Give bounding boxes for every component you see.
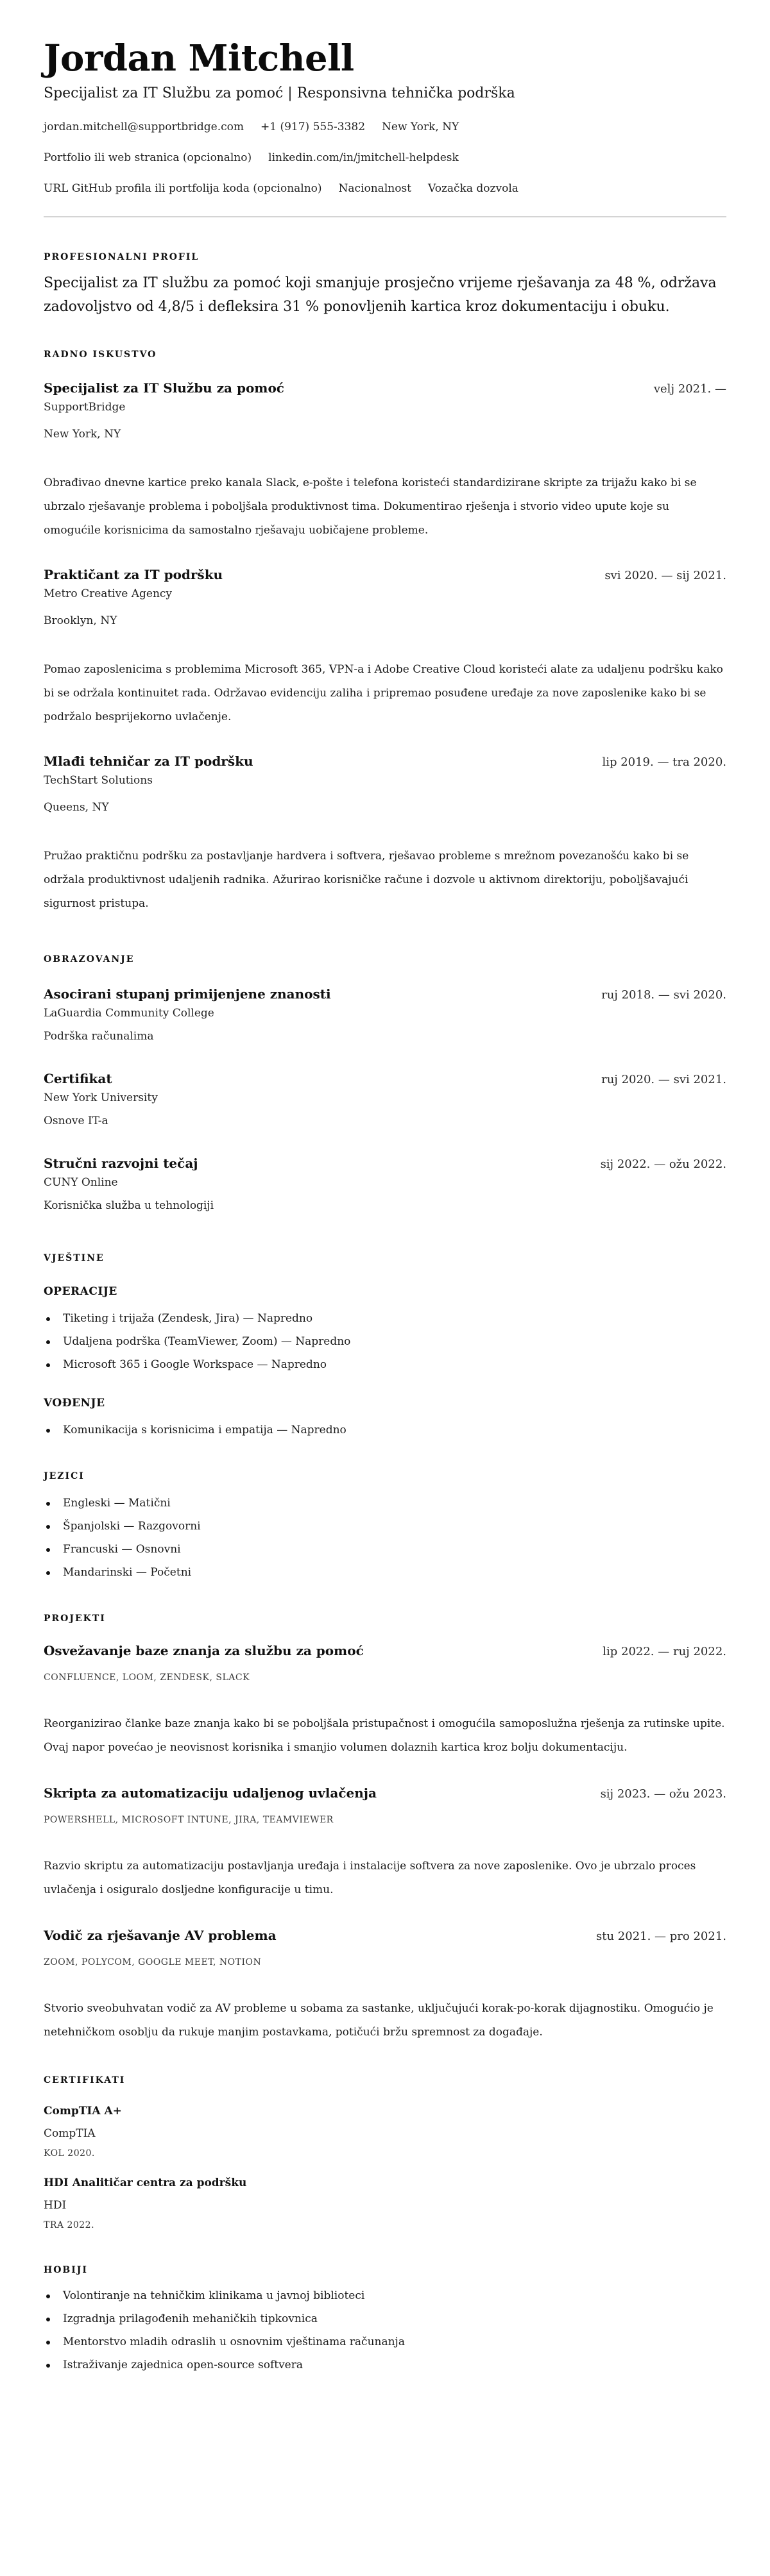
- certification-issuer: CompTIA: [44, 2127, 96, 2140]
- language-list: [44, 1492, 726, 1584]
- project-entry: [44, 1926, 726, 2044]
- section-title-hobbies: HOBIJI: [44, 2265, 88, 2275]
- certification-date: KOL 2020.: [44, 2148, 95, 2159]
- education-entry: [44, 1070, 726, 1129]
- project-dates: stu 2021. — pro 2021.: [596, 1930, 726, 1943]
- contact-line-3: [44, 181, 726, 196]
- certification-entry: [44, 2175, 726, 2232]
- degree-title: Certifikat: [44, 1071, 112, 1086]
- hobby-item: Volontiranje na tehničkim klinikama u javnoj biblioteci: [44, 2284, 726, 2307]
- nationality: Nacionalnost: [338, 182, 411, 195]
- education-dates: sij 2022. — ožu 2022.: [600, 1158, 726, 1171]
- language-item: Engleski — Matični: [44, 1492, 726, 1515]
- company-name: SupportBridge: [44, 401, 126, 414]
- hobby-list: [44, 2284, 726, 2377]
- job-title: Mlađi tehničar za IT podršku: [44, 753, 253, 769]
- project-description: Stvorio sveobuhvatan vodič za AV probleme u sobama za sastanke, uključujući korak-po-korak dijagnostiku. Omogućio je netehničkom osoblju da rukuje manjim postavkama, potičući bržu spremnost za događaje.: [44, 2002, 714, 2039]
- school-name: LaGuardia Community College: [44, 1007, 214, 1020]
- languages-section: [44, 1470, 726, 1584]
- github-link[interactable]: URL GitHub profila ili portfolija koda (opcionalno): [44, 182, 322, 195]
- field-of-study: Podrška računalima: [44, 1030, 154, 1043]
- job-description: Pružao praktičnu podršku za postavljanje hardvera i softvera, rješavao probleme s mrežnom povezanošću kako bi se održala produktivnost udaljenih radnika. Ažurirao korisničke račune i dozvole u aktivnom direktoriju, poboljšavajući sigurnost pristupa.: [44, 850, 689, 910]
- hobbies-section: [44, 2264, 726, 2377]
- hobby-item: Istraživanje zajednica open-source softvera: [44, 2353, 726, 2377]
- skill-list: [44, 1307, 726, 1376]
- experience-entry: [44, 379, 726, 543]
- profile-section: [44, 251, 726, 319]
- skill-group-title: VOĐENJE: [44, 1397, 105, 1410]
- resume-header: [44, 36, 726, 196]
- section-title-languages: JEZICI: [44, 1471, 85, 1481]
- company-name: TechStart Solutions: [44, 774, 153, 787]
- hobby-item: Izgradnja prilagođenih mehaničkih tipkovnica: [44, 2307, 726, 2330]
- candidate-name: Jordan Mitchell: [44, 37, 354, 80]
- job-description: Pomao zaposlenicima s problemima Microsoft 365, VPN-a i Adobe Creative Cloud koristeći alate za udaljenu podršku kako bi se održala kontinuitet rada. Održavao evidenciju zaliha i pripremao posuđene uređaje za nove zaposlenike kako bi se podržalo besprijekorno uvlačenje.: [44, 663, 723, 723]
- email[interactable]: jordan.mitchell@supportbridge.com: [44, 121, 244, 133]
- profile-summary: Specijalist za IT službu za pomoć koji smanjuje prosječno vrijeme rješavanja za 48 %, održava zadovoljstvo od 4,8/5 i defleksira 31 % ponovljenih kartica kroz dokumentaciju i obuku.: [44, 275, 717, 315]
- skill-group-leadership: [44, 1395, 726, 1442]
- experience-section: [44, 348, 726, 916]
- section-title-education: OBRAZOVANJE: [44, 954, 135, 964]
- degree-title: Stručni razvojni tečaj: [44, 1156, 198, 1171]
- section-title-skills: VJEŠTINE: [44, 1253, 105, 1263]
- skill-list: [44, 1418, 726, 1442]
- contact-line-1: [44, 119, 726, 135]
- field-of-study: Korisnička služba u tehnologiji: [44, 1199, 214, 1212]
- skill-item: Komunikacija s korisnicima i empatija — Napredno: [44, 1418, 726, 1442]
- project-tech-stack: CONFLUENCE, LOOM, ZENDESK, SLACK: [44, 1672, 250, 1683]
- phone[interactable]: +1 (917) 555-3382: [260, 121, 366, 133]
- certification-name: HDI Analitičar centra za podršku: [44, 2176, 247, 2189]
- degree-title: Asocirani stupanj primijenjene znanosti: [44, 986, 331, 1002]
- certification-issuer: HDI: [44, 2199, 67, 2212]
- job-location: New York, NY: [44, 428, 121, 441]
- project-dates: sij 2023. — ožu 2023.: [600, 1787, 726, 1801]
- linkedin-link[interactable]: linkedin.com/in/jmitchell-helpdesk: [268, 151, 459, 164]
- certifications-section: [44, 2074, 726, 2232]
- section-title-experience: RADNO ISKUSTVO: [44, 349, 157, 360]
- language-item: Španjolski — Razgovorni: [44, 1515, 726, 1538]
- project-dates: lip 2022. — ruj 2022.: [603, 1645, 726, 1658]
- certification-name: CompTIA A+: [44, 2105, 122, 2117]
- skill-item: Udaljena podrška (TeamViewer, Zoom) — Napredno: [44, 1330, 726, 1353]
- job-title: Specijalist za IT Službu za pomoć: [44, 380, 284, 396]
- contact-line-2: [44, 150, 726, 165]
- education-dates: ruj 2020. — svi 2021.: [601, 1073, 726, 1086]
- company-name: Metro Creative Agency: [44, 587, 173, 600]
- education-entry: [44, 985, 726, 1044]
- hobby-item: Mentorstvo mladih odraslih u osnovnim vještinama računanja: [44, 2330, 726, 2353]
- project-name: Osvežavanje baze znanja za službu za pomoć: [44, 1643, 364, 1658]
- drivers-license: Vozačka dozvola: [428, 182, 518, 195]
- contact-block: [44, 119, 726, 196]
- project-entry: [44, 1642, 726, 1760]
- skill-item: Microsoft 365 i Google Workspace — Napredno: [44, 1353, 726, 1376]
- projects-section: [44, 1612, 726, 2044]
- education-entry: [44, 1154, 726, 1213]
- language-item: Francuski — Osnovni: [44, 1538, 726, 1561]
- candidate-headline: Specijalist za IT Službu za pomoć | Responsivna tehnička podrška: [44, 85, 515, 101]
- project-description: Razvio skriptu za automatizaciju postavljanja uređaja i instalacije softvera za nove zaposlenike. Ovo je ubrzalo proces uvlačenja i osiguralo dosljedne konfiguracije u timu.: [44, 1860, 696, 1896]
- job-location: Queens, NY: [44, 801, 109, 814]
- skill-group-title: OPERACIJE: [44, 1285, 117, 1298]
- job-description: Obrađivao dnevne kartice preko kanala Slack, e-pošte i telefona koristeći standardizirane skripte za trijažu kako bi se ubrzalo rješavanje problema i poboljšala produktivnost tima. Dokumentirao rješenja i stvorio video upute koje su omogućile korisnicima da samostalno rješavaju uobičajene probleme.: [44, 476, 697, 537]
- school-name: CUNY Online: [44, 1176, 118, 1189]
- education-dates: ruj 2018. — svi 2020.: [601, 988, 726, 1002]
- project-name: Vodič za rješavanje AV problema: [44, 1928, 277, 1943]
- certification-date: TRA 2022.: [44, 2220, 95, 2230]
- header-divider: [44, 216, 726, 217]
- job-location: Brooklyn, NY: [44, 614, 117, 627]
- job-dates: velj 2021. —: [653, 382, 726, 396]
- project-entry: [44, 1784, 726, 1902]
- experience-entry: [44, 566, 726, 729]
- skills-section: [44, 1252, 726, 1442]
- job-dates: svi 2020. — sij 2021.: [604, 569, 726, 582]
- section-title-certifications: CERTIFIKATI: [44, 2075, 126, 2085]
- skill-group-operations: [44, 1284, 726, 1376]
- project-tech-stack: POWERSHELL, MICROSOFT INTUNE, JIRA, TEAMVIEWER: [44, 1815, 334, 1825]
- project-description: Reorganizirao članke baze znanja kako bi se poboljšala pristupačnost i omogućila samoposlužna rješenja za rutinske upite. Ovaj napor povećao je neovisnost korisnika i smanjio volumen dolaznih kartica kroz bolju dokumentaciju.: [44, 1717, 725, 1754]
- project-name: Skripta za automatizaciju udaljenog uvlačenja: [44, 1785, 377, 1801]
- job-title: Praktičant za IT podršku: [44, 567, 223, 582]
- section-title-profile: PROFESIONALNI PROFIL: [44, 252, 200, 262]
- education-section: [44, 953, 726, 1213]
- experience-entry: [44, 752, 726, 916]
- location: New York, NY: [382, 121, 459, 133]
- language-item: Mandarinski — Početni: [44, 1561, 726, 1584]
- field-of-study: Osnove IT-a: [44, 1115, 108, 1127]
- school-name: New York University: [44, 1091, 158, 1104]
- section-title-projects: PROJEKTI: [44, 1613, 106, 1624]
- portfolio-link[interactable]: Portfolio ili web stranica (opcionalno): [44, 151, 252, 164]
- job-dates: lip 2019. — tra 2020.: [602, 755, 726, 769]
- project-tech-stack: ZOOM, POLYCOM, GOOGLE MEET, NOTION: [44, 1957, 262, 1967]
- skill-item: Tiketing i trijaža (Zendesk, Jira) — Napredno: [44, 1307, 726, 1330]
- certification-entry: [44, 2103, 726, 2160]
